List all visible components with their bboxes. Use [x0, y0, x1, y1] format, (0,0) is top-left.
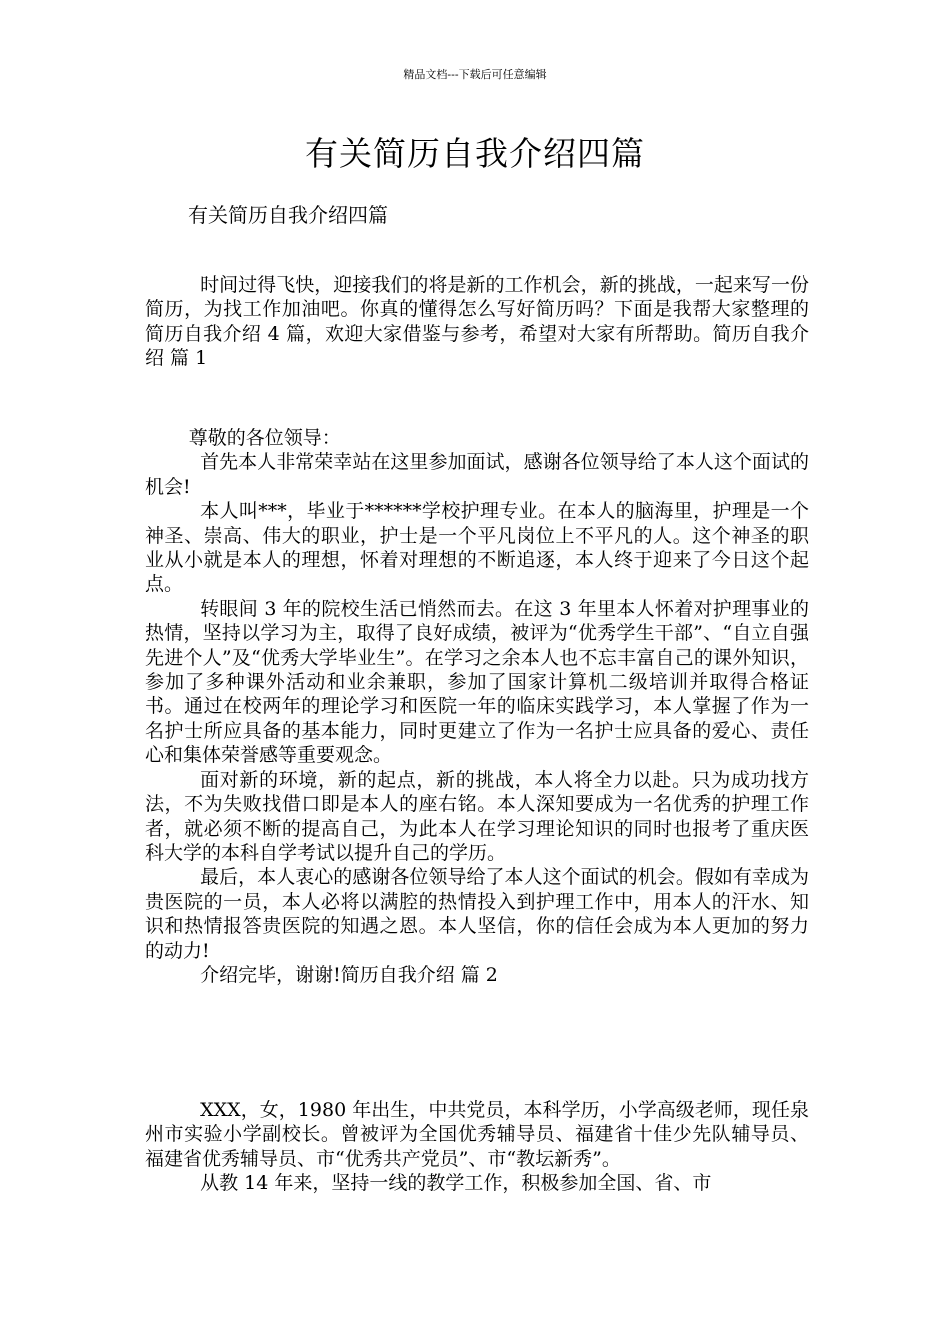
letter-paragraph: 介绍完毕，谢谢!简历自我介绍 篇 2 [200, 963, 498, 986]
page-title: 有关简历自我介绍四篇 [305, 134, 645, 173]
sub-title: 有关简历自我介绍四篇 [188, 203, 388, 227]
letter-paragraph: 面对新的环境，新的起点，新的挑战，本人将全力以赴。只为成功找方法，不为失败找借口即是本人的座右铭。本人深知要成为一名优秀的护理工作者，就必须不断的提高自己，为此本人在学习理论知识的同时也报考了重庆医科大学的本科自学考试以提升自己的学历。 [145, 768, 809, 864]
letter-paragraph: 首先本人非常荣幸站在这里参加面试，感谢各位领导给了本人这个面试的机会! [145, 451, 809, 498]
part2-section [145, 1098, 809, 1196]
letter-paragraph: 最后，本人衷心的感谢各位领导给了本人这个面试的机会。假如有幸成为贵医院的一员，本人必将以满腔的热情投入到护理工作中，用本人的汗水、知识和热情报答贵医院的知遇之恩。本人坚信，你的信任会成为本人更加的努力的动力! [145, 866, 809, 962]
part2-paragraph: 从教 14 年来，坚持一线的教学工作，积极参加全国、省、市 [200, 1172, 712, 1195]
intro-section [145, 273, 809, 371]
header-note: 精品文档---下载后可任意编辑 [403, 68, 547, 81]
letter-salutation: 尊敬的各位领导： [188, 427, 341, 449]
letter-section [145, 426, 809, 987]
part2-paragraph: XXX，女，1980 年出生，中共党员，本科学历，小学高级老师，现任泉州市实验小学副校长。曾被评为全国优秀辅导员、福建省十佳少先队辅导员、福建省优秀辅导员、市“优秀共产党员”、市“教坛新秀”。 [145, 1099, 809, 1170]
letter-paragraph: 转眼间 3 年的院校生活已悄然而去。在这 3 年里本人怀着对护理事业的热情，坚持以学习为主，取得了良好成绩，被评为“优秀学生干部”、“自立自强先进个人”及“优秀大学毕业生”。在学习之余本人也不忘丰富自己的课外知识，参加了多种课外活动和业余兼职，参加了国家计算机二级培训并取得合格证书。通过在校两年的理论学习和医院一年的临床实践学习，本人掌握了作为一名护士所应具备的基本能力，同时更建立了作为一名护士应具备的爱心、责任心和集体荣誉感等重要观念。 [145, 597, 809, 767]
letter-paragraph: 本人叫***，毕业于******学校护理专业。在本人的脑海里，护理是一个神圣、崇高、伟大的职业，护士是一个平凡岗位上不平凡的人。这个神圣的职业从小就是本人的理想，怀着对理想的不断追逐，本人终于迎来了今日这个起点。 [145, 500, 809, 596]
intro-paragraph: 时间过得飞快，迎接我们的将是新的工作机会，新的挑战，一起来写一份简历，为找工作加油吧。你真的懂得怎么写好简历吗？下面是我帮大家整理的简历自我介绍 4 篇，欢迎大家借鉴与参考，希望对大家有所帮助。简历自我介绍 篇 1 [145, 274, 809, 370]
